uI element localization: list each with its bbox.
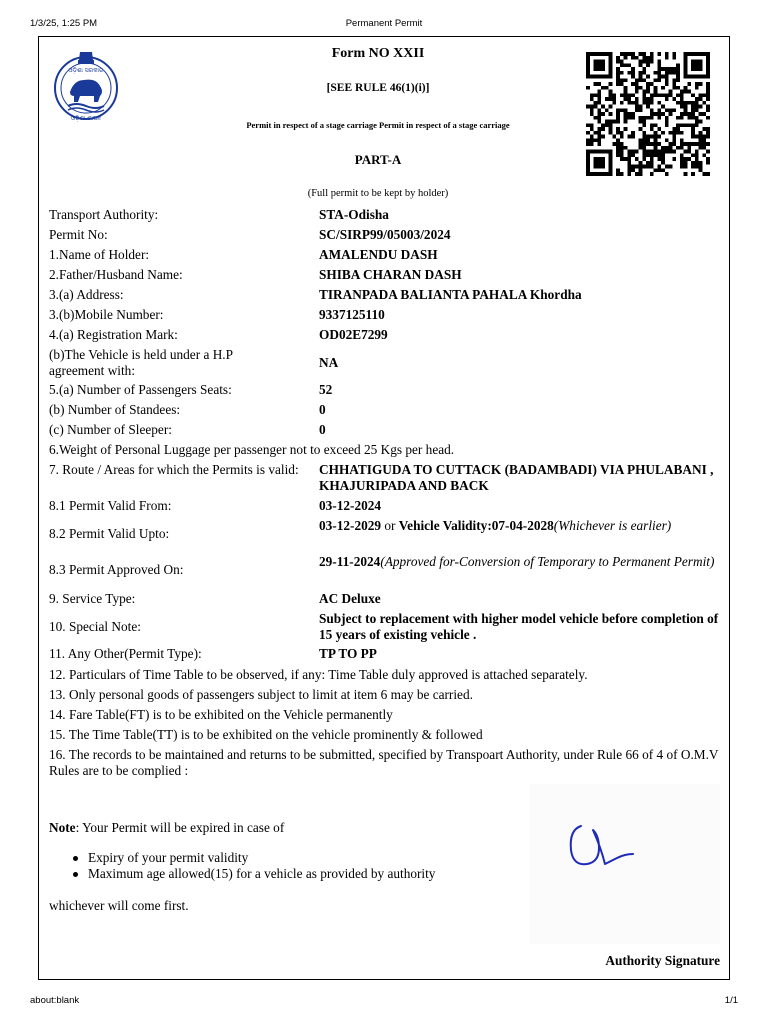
clause-16: 16. The records to be maintained and returns to be submitted, specified by Transpoart Authority, under Rule 66 of 4 of O.M.V Rules are to be complied : — [49, 747, 719, 778]
field-label: 9. Service Type: — [49, 591, 136, 606]
field-label: 10. Special Note: — [49, 619, 141, 634]
print-title: Permanent Permit — [345, 18, 423, 29]
odisha-emblem-icon — [50, 48, 122, 124]
list-item-text: Maximum age allowed(15) for a vehicle as provided by authority — [88, 866, 436, 881]
field-label: 8.3 Permit Approved On: — [49, 562, 184, 577]
print-datetime: 1/3/25, 1:25 PM — [30, 18, 98, 29]
field-label: 11. Any Other(Permit Type): — [49, 646, 202, 661]
form-part: PART-A — [354, 152, 402, 167]
field-value: 9337125110 — [319, 307, 385, 322]
field-value: 03-12-2024 — [319, 498, 382, 513]
print-url: about:blank — [30, 995, 80, 1006]
field-value: SHIBA CHARAN DASH — [319, 267, 462, 282]
field-value — [319, 554, 719, 570]
list-item — [70, 866, 435, 882]
field-label: 3.(b)Mobile Number: — [49, 307, 164, 322]
field-label: 5.(a) Number of Passengers Seats: — [49, 382, 232, 397]
field-label: 3.(a) Address: — [49, 287, 124, 302]
field-value: NA — [319, 355, 339, 370]
field-label: Permit No: — [49, 227, 108, 242]
field-value: Subject to replacement with higher model vehicle before completion of 15 years of existing vehicle . — [319, 611, 719, 642]
authority-signature-label: Authority Signature — [605, 953, 720, 968]
whichever-note: (Whichever is earlier) — [553, 518, 672, 533]
field-label: (b) Number of Standees: — [49, 402, 181, 417]
field-value: AC Deluxe — [319, 591, 381, 606]
expiry-conditions-list — [70, 850, 435, 882]
field-label: (c) Number of Sleeper: — [49, 422, 172, 437]
list-item-text: Expiry of your permit validity — [88, 850, 249, 865]
field-value: CHHATIGUDA TO CUTTACK (BADAMBADI) VIA PHULABANI , KHAJURIPADA AND BACK — [319, 462, 714, 493]
field-value: TIRANPADA BALIANTA PAHALA Khordha — [319, 287, 582, 302]
field-value: 52 — [319, 382, 333, 397]
field-value: AMALENDU DASH — [319, 247, 438, 262]
handwritten-signature — [565, 818, 645, 878]
field-value: OD02E7299 — [319, 327, 388, 342]
list-item — [70, 850, 435, 866]
form-title: Form NO XXII — [331, 46, 425, 61]
field-label: Transport Authority: — [49, 207, 159, 222]
vehicle-validity: Vehicle Validity:07-04-2028 — [398, 518, 554, 533]
print-header — [0, 18, 768, 30]
bullet-icon — [73, 856, 78, 861]
field-value: SC/SIRP99/05003/2024 — [319, 227, 451, 242]
print-footer — [0, 995, 768, 1007]
expiry-footer: whichever will come first. — [49, 898, 189, 913]
field-label: 8.2 Permit Valid Upto: — [49, 526, 170, 541]
bullet-icon — [73, 872, 78, 877]
form-note: (Full permit to be kept by holder) — [307, 188, 449, 199]
field-label: 8.1 Permit Valid From: — [49, 498, 172, 513]
print-page-number: 1/1 — [724, 995, 738, 1006]
field-value: TP TO PP — [319, 646, 377, 661]
form-rule: [SEE RULE 46(1)(i)] — [326, 82, 430, 94]
approved-note: (Approved for-Conversion of Temporary to Permanent Permit) — [380, 554, 715, 569]
field-label: 2.Father/Husband Name: — [49, 267, 183, 282]
clause-12: 12. Particulars of Time Table to be observed, if any: Time Table duly approved is attached separately. — [49, 667, 588, 682]
clause-13: 13. Only personal goods of passengers subject to limit at item 6 may be carried. — [49, 687, 473, 702]
note-label: Note — [49, 820, 76, 835]
field-value — [319, 518, 719, 534]
field-value: 0 — [319, 422, 326, 437]
form-subtitle: Permit in respect of a stage carriage Permit in respect of a stage carriage — [246, 120, 510, 130]
emblem-bottom-text: ଓଡ଼ିଶା ଶାସନ — [70, 115, 102, 122]
field-value: STA-Odisha — [319, 207, 389, 222]
emblem-top-text: ଓଡ଼ିଶା ସରକାର — [68, 67, 104, 74]
approved-date: 29-11-2024 — [319, 554, 381, 569]
field-label: 7. Route / Areas for which the Permits is valid: — [49, 462, 299, 477]
field-label: (b)The Vehicle is held under a H.P agreement with: — [49, 347, 233, 378]
note-text: : Your Permit will be expired in case of — [75, 820, 285, 835]
expiry-note — [49, 820, 509, 836]
or-text: or — [381, 518, 399, 533]
clause-14: 14. Fare Table(FT) is to be exhibited on the Vehicle permanently — [49, 707, 393, 722]
clause-15: 15. The Time Table(TT) is to be exhibited on the vehicle prominently & followed — [49, 727, 483, 742]
field-label: 1.Name of Holder: — [49, 247, 150, 262]
field-value: 0 — [319, 402, 326, 417]
field-luggage: 6.Weight of Personal Luggage per passenger not to exceed 25 Kgs per head. — [49, 442, 455, 457]
field-label: 4.(a) Registration Mark: — [49, 327, 178, 342]
valid-upto-date: 03-12-2029 — [319, 518, 382, 533]
